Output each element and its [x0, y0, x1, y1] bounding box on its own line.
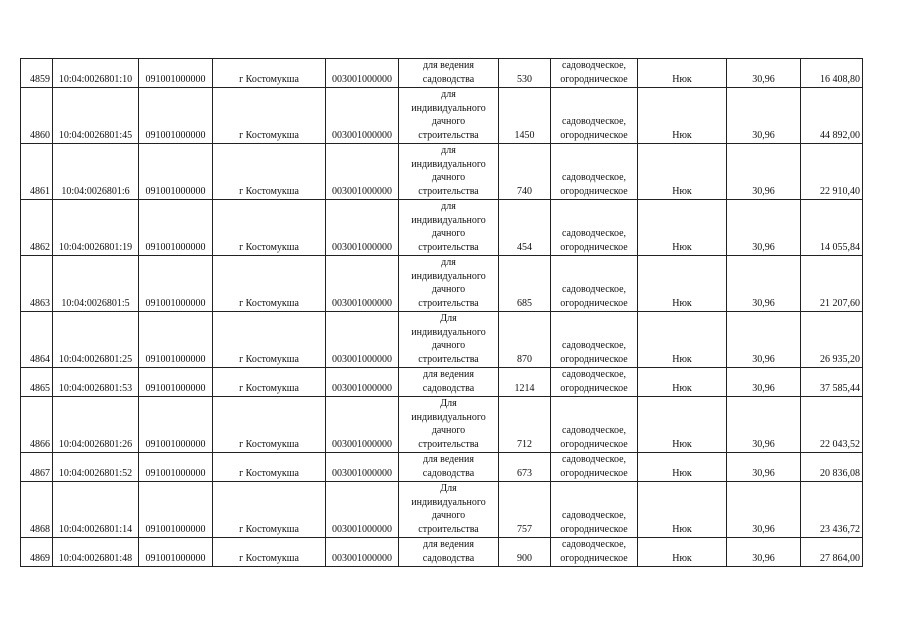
cell-land-category-line: садоводческое, — [561, 228, 627, 239]
cell-permitted-use-line: строительства — [418, 297, 479, 309]
cell-permitted-use — [399, 88, 499, 144]
cell-locality: г Костомукша — [213, 256, 326, 312]
cell-row-number: 4859 — [21, 59, 53, 88]
cell-permitted-use-line: садоводства — [422, 467, 475, 479]
cell-land-category — [551, 538, 638, 567]
cell-locality: г Костомукша — [213, 59, 326, 88]
cell-specific-value: 30,96 — [727, 538, 801, 567]
cell-permitted-use-line: дачного — [431, 172, 466, 183]
cell-land-category-line: садоводческое, — [561, 340, 627, 351]
cell-land-category-line: садоводческое, — [561, 172, 627, 183]
cell-area: 900 — [499, 538, 551, 567]
cell-cadastral-number: 10:04:0026801:52 — [53, 453, 139, 482]
cell-specific-value: 30,96 — [727, 59, 801, 88]
cell-cadastral-number: 10:04:0026801:53 — [53, 368, 139, 397]
cell-cadastral-number: 10:04:0026801:14 — [53, 482, 139, 538]
cell-area: 1450 — [499, 88, 551, 144]
cell-locality: г Костомукша — [213, 368, 326, 397]
cell-permitted-use — [399, 538, 499, 567]
cell-oktmo-code: 091001000000 — [139, 59, 213, 88]
land-plot-table — [20, 58, 863, 567]
table-row — [21, 88, 863, 144]
cell-specific-value: 30,96 — [727, 88, 801, 144]
cell-cadastral-number: 10:04:0026801:45 — [53, 88, 139, 144]
cell-permitted-use-line: индивидуального — [411, 102, 486, 114]
cell-permitted-use-line: строительства — [418, 523, 479, 535]
cell-cadastral-value: 16 408,80 — [801, 59, 863, 88]
cell-permitted-use — [399, 482, 499, 538]
cell-code: 003001000000 — [326, 59, 399, 88]
cell-locality: г Костомукша — [213, 397, 326, 453]
cell-oktmo-code: 091001000000 — [139, 88, 213, 144]
cell-land-category-line: огородническое — [560, 438, 628, 450]
cell-land-category — [551, 397, 638, 453]
cell-group: Нюк — [638, 538, 727, 567]
cell-permitted-use — [399, 256, 499, 312]
cell-permitted-use-line: садоводства — [422, 73, 475, 85]
cell-permitted-use — [399, 59, 499, 88]
cell-cadastral-value: 20 836,08 — [801, 453, 863, 482]
cell-permitted-use — [399, 144, 499, 200]
cell-row-number: 4869 — [21, 538, 53, 567]
cell-land-category — [551, 144, 638, 200]
table-row — [21, 256, 863, 312]
cell-permitted-use-line: для ведения — [423, 454, 474, 465]
cell-group: Нюк — [638, 453, 727, 482]
cell-group: Нюк — [638, 482, 727, 538]
cell-group: Нюк — [638, 144, 727, 200]
cell-group: Нюк — [638, 397, 727, 453]
cell-code: 003001000000 — [326, 200, 399, 256]
cell-permitted-use-line: строительства — [418, 185, 479, 197]
cell-cadastral-number: 10:04:0026801:10 — [53, 59, 139, 88]
cell-land-category-line: огородническое — [560, 185, 628, 197]
cell-permitted-use-line: индивидуального — [411, 214, 486, 226]
cell-cadastral-number: 10:04:0026801:26 — [53, 397, 139, 453]
table-row — [21, 312, 863, 368]
table-row — [21, 200, 863, 256]
cell-cadastral-number: 10:04:0026801:19 — [53, 200, 139, 256]
cell-code: 003001000000 — [326, 397, 399, 453]
cell-permitted-use-line: Для — [440, 483, 457, 494]
cell-permitted-use-line: строительства — [418, 241, 479, 253]
cell-permitted-use-line: дачного — [431, 510, 466, 521]
cell-permitted-use — [399, 368, 499, 397]
cell-area: 757 — [499, 482, 551, 538]
cell-group: Нюк — [638, 59, 727, 88]
cell-cadastral-number: 10:04:0026801:25 — [53, 312, 139, 368]
cell-row-number: 4867 — [21, 453, 53, 482]
cell-group: Нюк — [638, 368, 727, 397]
table-row — [21, 538, 863, 567]
cell-cadastral-number: 10:04:0026801:5 — [53, 256, 139, 312]
cell-permitted-use-line: дачного — [431, 116, 466, 127]
cell-specific-value: 30,96 — [727, 144, 801, 200]
cell-cadastral-value: 26 935,20 — [801, 312, 863, 368]
cell-specific-value: 30,96 — [727, 482, 801, 538]
cell-locality: г Костомукша — [213, 538, 326, 567]
cell-specific-value: 30,96 — [727, 256, 801, 312]
cell-permitted-use — [399, 312, 499, 368]
cell-locality: г Костомукша — [213, 200, 326, 256]
cell-oktmo-code: 091001000000 — [139, 200, 213, 256]
cell-land-category-line: огородническое — [560, 241, 628, 253]
cell-permitted-use-line: дачного — [431, 425, 466, 436]
cell-permitted-use-line: дачного — [431, 340, 466, 351]
cell-cadastral-value: 22 910,40 — [801, 144, 863, 200]
cell-cadastral-value: 14 055,84 — [801, 200, 863, 256]
cell-code: 003001000000 — [326, 88, 399, 144]
cell-land-category-line: огородническое — [560, 353, 628, 365]
cell-land-category-line: садоводческое, — [561, 116, 627, 127]
cell-row-number: 4868 — [21, 482, 53, 538]
cell-land-category — [551, 312, 638, 368]
cell-cadastral-value: 44 892,00 — [801, 88, 863, 144]
cell-oktmo-code: 091001000000 — [139, 368, 213, 397]
cell-permitted-use-line: индивидуального — [411, 411, 486, 423]
cell-area: 530 — [499, 59, 551, 88]
cell-land-category-line: садоводческое, — [561, 539, 627, 550]
cell-cadastral-value: 23 436,72 — [801, 482, 863, 538]
cell-permitted-use-line: дачного — [431, 228, 466, 239]
cell-permitted-use-line: строительства — [418, 438, 479, 450]
cell-land-category — [551, 368, 638, 397]
cell-permitted-use-line: строительства — [418, 353, 479, 365]
cell-permitted-use-line: для ведения — [423, 539, 474, 550]
cell-land-category — [551, 482, 638, 538]
table-row — [21, 397, 863, 453]
cell-permitted-use-line: строительства — [418, 129, 479, 141]
cell-land-category-line: садоводческое, — [561, 454, 627, 465]
cell-land-category-line: садоводческое, — [561, 60, 627, 71]
cell-permitted-use-line: индивидуального — [411, 270, 486, 282]
cell-oktmo-code: 091001000000 — [139, 312, 213, 368]
cell-row-number: 4863 — [21, 256, 53, 312]
table-row — [21, 453, 863, 482]
table-row — [21, 59, 863, 88]
cell-permitted-use-line: Для — [440, 313, 457, 324]
cell-permitted-use-line: садоводства — [422, 382, 475, 394]
cell-permitted-use-line: для — [441, 257, 456, 268]
cell-group: Нюк — [638, 256, 727, 312]
cell-land-category-line: садоводческое, — [561, 284, 627, 295]
cell-permitted-use-line: для — [441, 145, 456, 156]
cell-oktmo-code: 091001000000 — [139, 482, 213, 538]
cell-permitted-use-line: индивидуального — [411, 158, 486, 170]
cell-permitted-use-line: для ведения — [423, 369, 474, 380]
cell-oktmo-code: 091001000000 — [139, 397, 213, 453]
cell-code: 003001000000 — [326, 256, 399, 312]
cell-permitted-use-line: садоводства — [422, 552, 475, 564]
cell-area: 685 — [499, 256, 551, 312]
cell-land-category — [551, 256, 638, 312]
table-row — [21, 482, 863, 538]
cell-permitted-use-line: для — [441, 89, 456, 100]
cell-permitted-use-line: индивидуального — [411, 496, 486, 508]
cell-row-number: 4866 — [21, 397, 53, 453]
cell-permitted-use — [399, 200, 499, 256]
cell-locality: г Костомукша — [213, 482, 326, 538]
cell-permitted-use — [399, 397, 499, 453]
cell-cadastral-number: 10:04:0026801:6 — [53, 144, 139, 200]
cell-code: 003001000000 — [326, 453, 399, 482]
cell-specific-value: 30,96 — [727, 368, 801, 397]
cell-group: Нюк — [638, 200, 727, 256]
cell-area: 870 — [499, 312, 551, 368]
cell-land-category — [551, 88, 638, 144]
cell-area: 1214 — [499, 368, 551, 397]
cell-cadastral-value: 37 585,44 — [801, 368, 863, 397]
cell-land-category-line: огородническое — [560, 297, 628, 309]
cell-permitted-use-line: дачного — [431, 284, 466, 295]
cell-specific-value: 30,96 — [727, 200, 801, 256]
cell-cadastral-value: 22 043,52 — [801, 397, 863, 453]
cell-row-number: 4860 — [21, 88, 53, 144]
cell-permitted-use-line: Для — [440, 398, 457, 409]
cell-area: 712 — [499, 397, 551, 453]
cell-land-category-line: садоводческое, — [561, 510, 627, 521]
cell-land-category-line: огородническое — [560, 73, 628, 85]
cell-land-category — [551, 200, 638, 256]
cell-oktmo-code: 091001000000 — [139, 453, 213, 482]
cell-oktmo-code: 091001000000 — [139, 144, 213, 200]
cell-row-number: 4865 — [21, 368, 53, 397]
cell-land-category-line: садоводческое, — [561, 425, 627, 436]
cell-cadastral-value: 21 207,60 — [801, 256, 863, 312]
cell-land-category-line: огородническое — [560, 467, 628, 479]
cell-code: 003001000000 — [326, 482, 399, 538]
cell-permitted-use-line: для ведения — [423, 60, 474, 71]
cell-cadastral-number: 10:04:0026801:48 — [53, 538, 139, 567]
cell-group: Нюк — [638, 88, 727, 144]
cell-code: 003001000000 — [326, 144, 399, 200]
cell-locality: г Костомукша — [213, 144, 326, 200]
cell-specific-value: 30,96 — [727, 312, 801, 368]
cell-area: 740 — [499, 144, 551, 200]
cell-land-category-line: огородническое — [560, 552, 628, 564]
cell-land-category — [551, 59, 638, 88]
cell-specific-value: 30,96 — [727, 453, 801, 482]
table-row — [21, 144, 863, 200]
cell-code: 003001000000 — [326, 368, 399, 397]
cell-locality: г Костомукша — [213, 453, 326, 482]
cell-row-number: 4861 — [21, 144, 53, 200]
table-row — [21, 368, 863, 397]
cell-area: 673 — [499, 453, 551, 482]
cell-land-category-line: огородническое — [560, 382, 628, 394]
cell-land-category — [551, 453, 638, 482]
cell-area: 454 — [499, 200, 551, 256]
cell-permitted-use — [399, 453, 499, 482]
cell-oktmo-code: 091001000000 — [139, 256, 213, 312]
cell-row-number: 4862 — [21, 200, 53, 256]
cell-specific-value: 30,96 — [727, 397, 801, 453]
cell-land-category-line: садоводческое, — [561, 369, 627, 380]
cell-group: Нюк — [638, 312, 727, 368]
cell-cadastral-value: 27 864,00 — [801, 538, 863, 567]
cell-code: 003001000000 — [326, 312, 399, 368]
cell-land-category-line: огородническое — [560, 129, 628, 141]
cell-code: 003001000000 — [326, 538, 399, 567]
cell-permitted-use-line: для — [441, 201, 456, 212]
cell-locality: г Костомукша — [213, 312, 326, 368]
table-body — [21, 59, 863, 567]
cell-row-number: 4864 — [21, 312, 53, 368]
cell-locality: г Костомукша — [213, 88, 326, 144]
cell-permitted-use-line: индивидуального — [411, 326, 486, 338]
cell-land-category-line: огородническое — [560, 523, 628, 535]
cell-oktmo-code: 091001000000 — [139, 538, 213, 567]
